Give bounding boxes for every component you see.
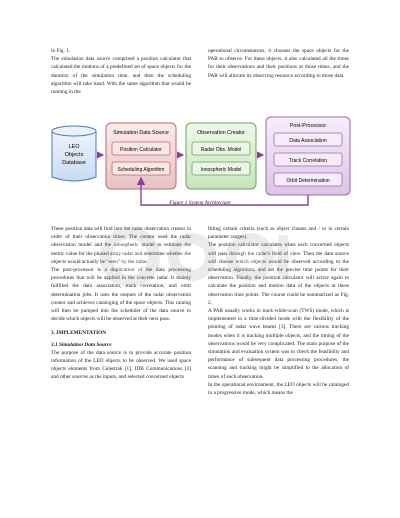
bottom-left-column [51, 225, 191, 382]
paragraph: The simulation data source comprised a position calculator that calculated the motions of a predefined set of space objects for the duration of the simulation time, and then the scheduling algorithm will take hand. With the same algorithm that would be running in the [51, 56, 191, 96]
leo-label-2: Objects [64, 152, 84, 158]
paragraph: These position data will fold into the radar observation creator in order of their observation times. The creator used the radar observation model and the ionospheric model to estimate the metric value for the phased array radar and determine whether the objects would actually be "seen" by the radar. [51, 226, 191, 265]
sim-title: Simulation Data Source [113, 130, 169, 136]
observation-creator-node [186, 123, 256, 189]
leo-label-1: LEO [68, 144, 80, 150]
top-right-column [208, 47, 349, 80]
post-title: Post-Processor [289, 123, 327, 129]
scheduling-algorithm-label: Scheduling Algorithm [117, 167, 165, 173]
paragraph: fitting certain criteria (such as object classes and / or in certain parameter ranges). [208, 226, 349, 241]
ionospheric-model-label: Ionospheric Model [200, 167, 242, 173]
paragraph: A PAR usually works in track-while-scan (TWS) mode, which is implemented in a time-divided mode with the flexibility of the pointing of radar wave beams [3]. There are various tracking modes when it is tracking multiple objects, and the timing of the observations would be very complicated. The main purpose of the simulation and evaluation system was to check the feasibility and performance of subsequent data processing procedures, the scanning and tracking might be simplified to the allocation of times of each observation. [208, 308, 349, 380]
paragraph: in Fig. 1. [51, 48, 71, 54]
post-processor-node [266, 117, 350, 195]
top-left-column [51, 47, 191, 96]
figure-caption: Figure 1 System Architecture [169, 200, 231, 206]
leo-label-3: Database [62, 160, 86, 166]
paragraph: In the operational environment, the LEO objects will be cataloged in a progressive mode, which means the [208, 381, 349, 397]
system-architecture-diagram [48, 115, 354, 210]
position-calculator-label: Position Calculator [120, 147, 162, 153]
bottom-right-column [208, 225, 349, 397]
paragraph: The position calculator calculates when each concerned objects will pass through the radar's field of view. Then the data source will choose which objects would be observed according to the scheduling algorithm, and set the precise time points for their observation. Finally, the position calculator will active again to calculate the position and motion data of the objects at these observation time points. The course could be summarized as Fig. 2. [208, 242, 349, 306]
paragraph: The post-processor is a duplication of the data processing procedures that will be applied in the concrete radar. It mainly fulfilled the data association, track correlation, and orbit determination jobs. It uses the outputs of the radar observation creator and achieves cataloging of the space objects. This catalog will then be pumped into the scheduler of the data source to decide which objects will be observed at their next pass. [51, 267, 191, 323]
paragraph: The purpose of the data source is to provide accurate position information of the LEO objects to be observed. We used space objects elements from Celestrak [1], IDB Communications [2] and other sources as the inputs, and selected concerned objects [51, 349, 191, 381]
radar-obs-model-label: Radar Obs. Model [200, 147, 242, 153]
subsection-heading: 3.1 Simulation Data Source [51, 341, 112, 348]
obs-title: Observation Creator [197, 130, 245, 136]
data-association-label: Data Association [289, 138, 327, 144]
section-heading: 3. IMPLEMENTATION [51, 330, 107, 337]
leo-database-node [52, 126, 96, 181]
orbit-determination-label: Orbit Determination [286, 178, 330, 184]
track-correlation-label: Track Correlation [288, 158, 328, 164]
paragraph: operational circumstances, it chooses the space objects for the PAR to observe. For these objects, it also calculated all the times for their observations and their positions at those times, and the PAR will allocate its observing resource according to those data. [208, 48, 349, 79]
